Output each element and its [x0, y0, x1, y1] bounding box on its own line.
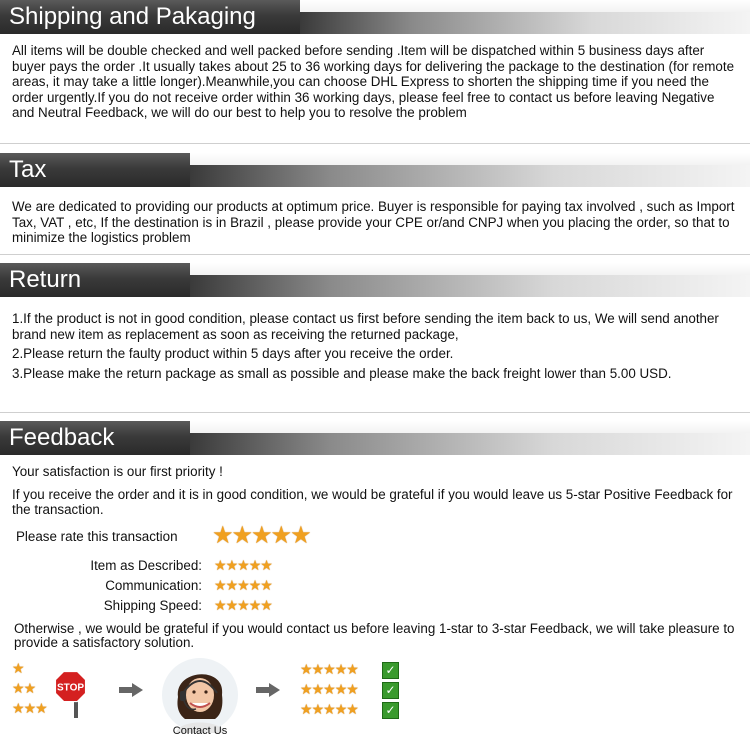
support-agent-icon	[160, 655, 240, 733]
star-icon: ★	[225, 557, 238, 573]
star-icon: ★	[214, 597, 226, 613]
shipping-section	[0, 0, 750, 121]
rating-row	[0, 557, 300, 577]
star-icon: ★	[225, 597, 238, 613]
feedback-header	[0, 421, 750, 455]
checkmark-icon: ✓	[382, 682, 399, 699]
stop-text: STOP	[56, 682, 85, 694]
contact-us-avatar[interactable]	[160, 655, 240, 743]
star-icon: ★	[35, 700, 47, 716]
star-icon: ★	[290, 522, 310, 549]
shipping-title: Shipping and Pakaging	[9, 3, 256, 30]
star-icon: ★	[12, 660, 24, 676]
rating-label: Shipping Speed:	[103, 598, 202, 613]
checkmark-icon: ✓	[382, 702, 399, 719]
positive-star-row	[300, 701, 358, 719]
star-icon: ★	[12, 700, 24, 716]
star-icon: ★	[334, 681, 347, 697]
star-icon: ★	[323, 661, 335, 677]
star-icon: ★	[260, 597, 272, 613]
return-title: Return	[9, 266, 82, 293]
feedback-title: Feedback	[9, 424, 115, 451]
rating-row	[0, 597, 300, 617]
return-section	[0, 263, 750, 381]
star-icon: ★	[248, 577, 261, 593]
feedback-line-2: If you receive the order and it is in good condition, we would be grateful if you would leave us 5-star Positive Feedback for the transaction.	[12, 486, 733, 518]
tax-header	[0, 153, 750, 187]
shipping-text: All items will be double checked and well packed before sending .Item will be dispatched within 5 business days after buyer pays the order .It usually takes about 25 to 36 working days for delivering the package to the destination (for remote areas, it may take a little longer).Meanwhile,you can choose DHL Express to shorten the shipping time if you need the order urgently.If you do not receive order within 36 working days, please feel free to contact us before leaving Negative and Neutral Feedback, we will do our best to help you to resolve the problem	[12, 43, 735, 121]
stop-sign-icon	[54, 670, 98, 718]
star-icon: ★	[251, 522, 271, 549]
tax-text: We are dedicated to providing our products at optimum price. Buyer is responsible for paying tax involved , such as Import Tax, VAT , etc, If the destination is in Brazil , please provide your CPE or/and CNPJ when you placing the order, so that to minimize the logistics problem	[12, 199, 735, 246]
divider	[0, 254, 750, 255]
rating-row	[0, 577, 300, 597]
star-icon: ★	[346, 681, 358, 697]
positive-star-row	[300, 661, 358, 679]
star-icon: ★	[346, 661, 358, 677]
star-icon: ★	[346, 701, 358, 717]
star-icon: ★	[248, 557, 261, 573]
star-icon: ★	[23, 680, 36, 696]
rate-label: Please rate this transaction	[16, 529, 178, 544]
rate-stars[interactable]	[212, 522, 310, 550]
star-icon: ★	[248, 597, 261, 613]
return-item-1: 1.If the product is not in good condition, please contact us first before sending the item back to us, We will send another brand new item as replacement as soon as receiving the returned package,	[12, 311, 719, 342]
rating-stars[interactable]	[214, 577, 272, 595]
star-icon: ★	[311, 681, 324, 697]
star-icon: ★	[300, 661, 312, 677]
star-icon: ★	[212, 522, 232, 549]
star-icon: ★	[300, 681, 312, 697]
feedback-section	[0, 421, 750, 518]
arrow-right-icon	[256, 683, 280, 697]
star-icon: ★	[260, 577, 272, 593]
shipping-header	[0, 0, 750, 34]
divider	[0, 412, 750, 413]
star-icon: ★	[334, 661, 347, 677]
star-icon: ★	[260, 557, 272, 573]
star-icon: ★	[214, 557, 226, 573]
return-item-3: 3.Please make the return package as small as possible and please make the back freight lower than 5.00 USD.	[12, 365, 672, 381]
star-icon: ★	[231, 522, 252, 549]
rating-stars[interactable]	[214, 597, 272, 615]
low-star-row	[12, 660, 24, 678]
star-icon: ★	[270, 522, 291, 549]
feedback-line-1: Your satisfaction is our first priority !	[12, 464, 223, 479]
star-icon: ★	[334, 701, 347, 717]
star-icon: ★	[323, 681, 335, 697]
checkmark-icon: ✓	[382, 662, 399, 679]
contact-us-label: Contact Us	[172, 725, 228, 737]
star-icon: ★	[323, 701, 335, 717]
rating-stars[interactable]	[214, 557, 272, 575]
rating-label: Item as Described:	[90, 558, 202, 573]
star-icon: ★	[12, 680, 24, 696]
arrow-right-icon	[119, 683, 143, 697]
low-star-row	[12, 700, 47, 718]
rating-label: Communication:	[105, 578, 202, 593]
star-icon: ★	[237, 557, 249, 573]
star-icon: ★	[311, 701, 324, 717]
star-icon: ★	[214, 577, 226, 593]
return-item-2: 2.Please return the faulty product within 5 days after you receive the order.	[12, 346, 454, 362]
star-icon: ★	[311, 661, 324, 677]
tax-title: Tax	[9, 156, 47, 183]
return-header	[0, 263, 750, 297]
star-icon: ★	[300, 701, 312, 717]
feedback-line-3: Otherwise , we would be grateful if you would contact us before leaving 1-star to 3-star Feedback, we will take pleasure to provide a satisfactory solution.	[14, 621, 735, 650]
star-icon: ★	[237, 577, 249, 593]
star-icon: ★	[225, 577, 238, 593]
star-icon: ★	[23, 700, 36, 716]
star-icon: ★	[237, 597, 249, 613]
low-star-row	[12, 680, 35, 698]
tax-section	[0, 153, 750, 246]
divider	[0, 143, 750, 144]
positive-star-row	[300, 681, 358, 699]
